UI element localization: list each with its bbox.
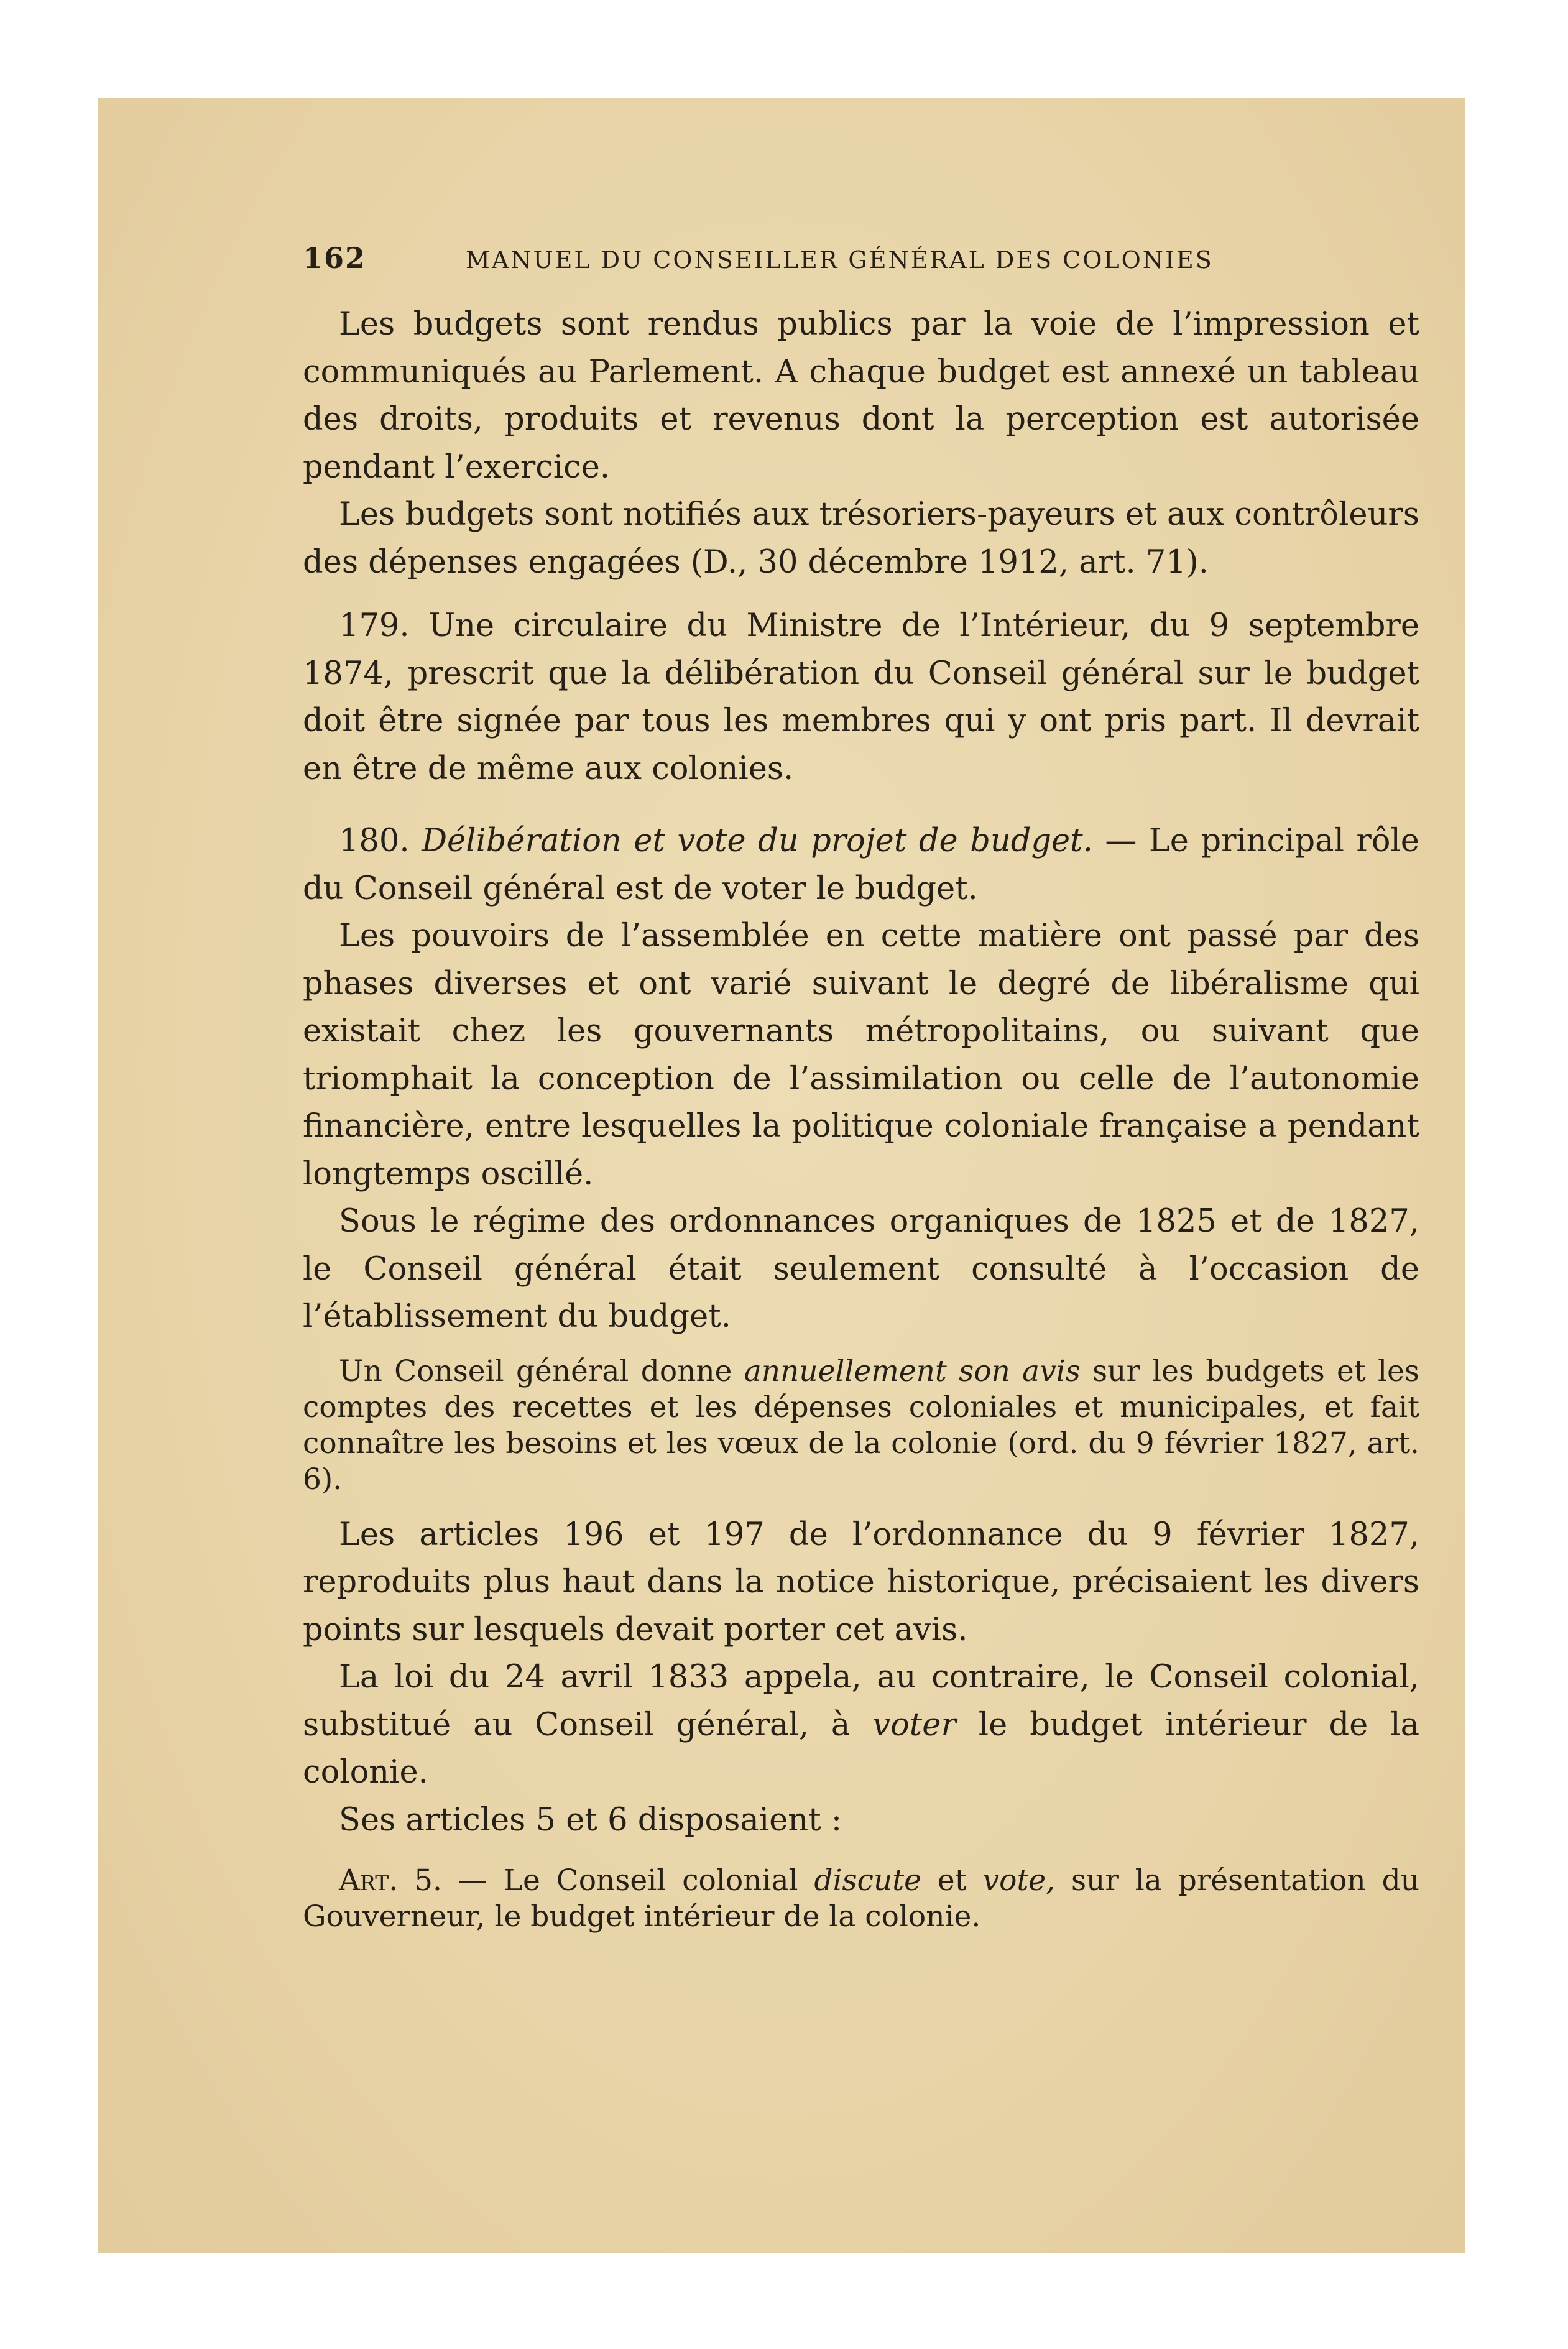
page-number: 162: [303, 241, 367, 275]
quote-2-text-mid: et: [921, 1863, 983, 1898]
paragraph-budgets-notifies: Les budgets sont notifiés aux trésoriers-payeurs et aux contrôleurs des dépenses engagées (D., 30 décembre 1912, art. 71).: [303, 496, 1419, 581]
paragraph-budgets-publics: Les budgets sont rendus publics par la voie de l’impression et communiqués au Parlement. A chaque budget est annexé un tableau des droits, produits et revenus dont la perception est autorisée pendant l’exercice.: [303, 306, 1419, 486]
quote-2-emphasis-discute: discute: [814, 1863, 921, 1898]
paragraph-180-text: — Le principal rôle du Conseil général est de voter le budget.: [303, 823, 1419, 907]
paragraph-articles-5-6: Ses articles 5 et 6 disposaient :: [339, 1801, 842, 1839]
running-title: MANUEL DU CONSEILLER GÉNÉRAL DES COLONIES: [466, 246, 1214, 274]
quote-1-text-b: sur les budgets et les comptes des recettes et les dépenses coloniales et municipales, et fait connaître les besoins et les vœux de la colonie (ord. du 9 février 1827, art. 6).: [303, 1354, 1419, 1497]
book-page: [98, 98, 1465, 2253]
quote-2-text-a: — Le Conseil colonial: [441, 1863, 814, 1898]
quote-1-emphasis: annuellement son avis: [744, 1354, 1081, 1388]
quote-article-5: [303, 1863, 1419, 1935]
paragraph-pouvoirs: Les pouvoirs de l’assemblée en cette matière ont passé par des phases diverses et ont varié suivant le degré de libéralisme qui existait chez les gouvernants métropolitains, ou suivant que triomphait la conception de l’assimilation ou celle de l’autonomie financière, entre lesquelles la politique coloniale française a pendant longtemps oscillé.: [303, 918, 1419, 1193]
paragraph-179: [303, 602, 1419, 793]
quote-ordonnance-1827: [303, 1354, 1419, 1498]
page-header: [303, 241, 1419, 301]
paragraph-180: [303, 818, 1419, 913]
paragraph-loi-text-b: le budget intérieur de la colonie.: [303, 1706, 1419, 1791]
article-label: Art. 5.: [339, 1863, 442, 1898]
paragraph-loi-text-a: La loi du 24 avril 1833 appela, au contraire, le Conseil colonial, substitué au Conseil général, à: [303, 1659, 1419, 1743]
paragraph-loi-emphasis: voter: [872, 1706, 956, 1743]
paragraph-179-text: Une circulaire du Ministre de l’Intérieur, du 9 septembre 1874, prescrit que la délibération du Conseil général sur le budget doit être signée par tous les membres qui y ont pris part. Il devrait en être de même aux colonies.: [303, 607, 1419, 787]
section-number-180: 180.: [339, 823, 410, 859]
page-content: [303, 241, 1419, 1935]
quote-2-text-b: sur la présentation du Gouverneur, le budget intérieur de la colonie.: [303, 1863, 1419, 1934]
paragraph-articles-196-197: Les articles 196 et 197 de l’ordonnance du 9 février 1827, reproduits plus haut dans la notice historique, précisaient les divers points sur lesquels devait porter cet avis.: [303, 1516, 1419, 1648]
paragraph-regime-ordonnances: Sous le régime des ordonnances organiques de 1825 et de 1827, le Conseil général était seulement consulté à l’occasion de l’établissement du budget.: [303, 1203, 1419, 1335]
section-number-179: 179.: [339, 607, 410, 644]
quote-2-emphasis-vote: vote,: [982, 1863, 1056, 1898]
quote-1-text-a: Un Conseil général donne: [339, 1354, 744, 1388]
section-title-180: Délibération et vote du projet de budget.: [422, 823, 1093, 859]
paragraph-loi-1833: [303, 1654, 1419, 1797]
